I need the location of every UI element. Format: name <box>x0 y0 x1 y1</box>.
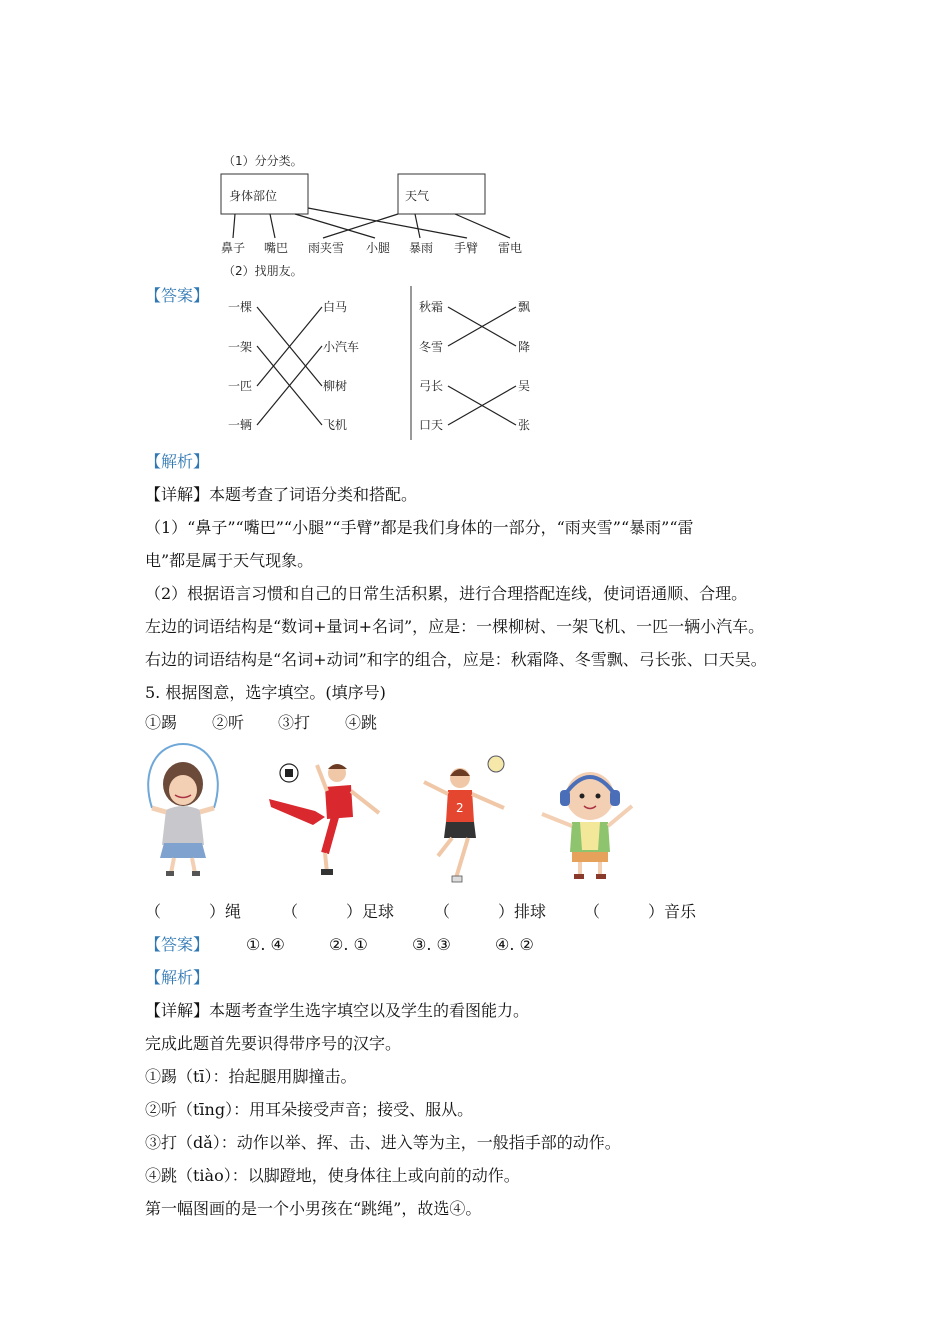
left-a-0: 一棵 <box>228 300 253 314</box>
q5-line-6: 第一幅图画的是一个小男孩在“跳绳”，故选④。 <box>145 1199 482 1218</box>
right-a-0: 秋霜 <box>419 300 444 314</box>
matching-diagram <box>222 284 542 444</box>
word-baoyu: 暴雨 <box>409 241 434 255</box>
q4-p1-line2: 电”都是属于天气现象。 <box>145 551 314 570</box>
q5-blank-3: （ ）排球 <box>434 902 547 921</box>
left-b-0: 白马 <box>323 300 348 314</box>
right-b-3: 张 <box>518 418 531 432</box>
right-a-2: 弓长 <box>419 379 444 393</box>
diagram2-heading: （2）找朋友。 <box>223 264 303 278</box>
classification-diagram <box>215 168 535 260</box>
q4-detail-text: 本题考查了词语分类和搭配。 <box>209 485 418 504</box>
q5-line-2: ①踢（tī）：抬起腿用脚撞击。 <box>145 1067 357 1086</box>
word-xiaotui: 小腿 <box>366 241 391 255</box>
left-a-2: 一匹 <box>228 379 253 393</box>
q5-answer-4: ④. ② <box>495 935 534 954</box>
right-a-3: 口天 <box>419 418 444 432</box>
q5-analysis-tag: 【解析】 <box>145 968 210 987</box>
box-weather-label: 天气 <box>405 189 430 203</box>
right-b-2: 吴 <box>518 379 531 393</box>
q5-answer-2: ②. ① <box>329 935 368 954</box>
q5-blank-2: （ ）足球 <box>282 902 395 921</box>
q5-line-1: 完成此题首先要识得带序号的汉字。 <box>145 1034 402 1053</box>
right-b-1: 降 <box>518 340 531 354</box>
q4-analysis-tag: 【解析】 <box>145 452 210 471</box>
q4-p2: （2）根据语言习惯和自己的日常生活积累，进行合理搭配连线，使词语通顺、合理。 <box>145 584 748 603</box>
word-zuiba: 嘴巴 <box>264 241 289 255</box>
left-b-2: 柳树 <box>323 379 348 393</box>
q5-detail-text: 本题考查学生选字填空以及学生的看图能力。 <box>209 1001 530 1020</box>
q4-detail <box>145 485 417 505</box>
right-b-0: 飘 <box>518 300 531 314</box>
q5-answer-tag: 【答案】 <box>145 935 210 954</box>
box-body-label: 身体部位 <box>229 189 278 203</box>
word-bizi: 鼻子 <box>221 241 246 255</box>
word-leidian: 雷电 <box>498 241 523 255</box>
q5-line-3: ②听（tīng）：用耳朵接受声音；接受、服从。 <box>145 1100 474 1119</box>
left-a-3: 一辆 <box>228 418 253 432</box>
left-b-1: 小汽车 <box>323 340 360 354</box>
q5-option-3: ③打 <box>278 713 311 732</box>
left-b-3: 飞机 <box>323 418 348 432</box>
volleyball-player-illustration <box>420 752 510 892</box>
jump-rope-girl-illustration <box>138 740 228 880</box>
q4-detail-tag: 【详解】 <box>145 485 210 504</box>
q5-option-2: ②听 <box>212 713 245 732</box>
svg-text:2: 2 <box>456 801 464 815</box>
word-yujiaxue: 雨夹雪 <box>308 241 345 255</box>
q5-line-5: ④跳（tiào）：以脚蹬地，使身体往上或向前的动作。 <box>145 1166 520 1185</box>
q5-answer-3: ③. ③ <box>412 935 451 954</box>
q5-detail <box>145 1001 529 1021</box>
word-shoubi: 手臂 <box>454 241 479 255</box>
q5-title: 5. 根据图意，选字填空。(填序号) <box>145 683 386 702</box>
right-a-1: 冬雪 <box>419 340 444 354</box>
left-a-1: 一架 <box>228 340 253 354</box>
q4-p3: 左边的词语结构是“数词+量词+名词”，应是：一棵柳树、一架飞机、一匹一辆小汽车。 <box>145 617 765 636</box>
diagram1-heading: （1）分分类。 <box>223 154 303 168</box>
q5-option-1: ①踢 <box>145 713 178 732</box>
q5-blank-1: （ ）绳 <box>145 902 242 921</box>
q5-line-4: ③打（dǎ）：动作以举、挥、击、进入等为主，一般指手部的动作。 <box>145 1133 621 1152</box>
q4-p4: 右边的词语结构是“名词+动词”和字的组合，应是：秋霜降、冬雪飘、弓长张、口天吴。 <box>145 650 767 669</box>
q4-p1-line1: （1）“鼻子”“嘴巴”“小腿”“手臂”都是我们身体的一部分，“雨夹雪”“暴雨”“雷 <box>145 518 694 537</box>
q5-option-4: ④跳 <box>345 713 378 732</box>
music-listener-illustration <box>538 764 638 884</box>
football-player-illustration <box>265 755 385 880</box>
q5-blank-4: （ ）音乐 <box>584 902 697 921</box>
q5-detail-tag: 【详解】 <box>145 1001 210 1020</box>
q4-answer-tag: 【答案】 <box>145 286 210 305</box>
q5-answer-1: ①. ④ <box>246 935 285 954</box>
